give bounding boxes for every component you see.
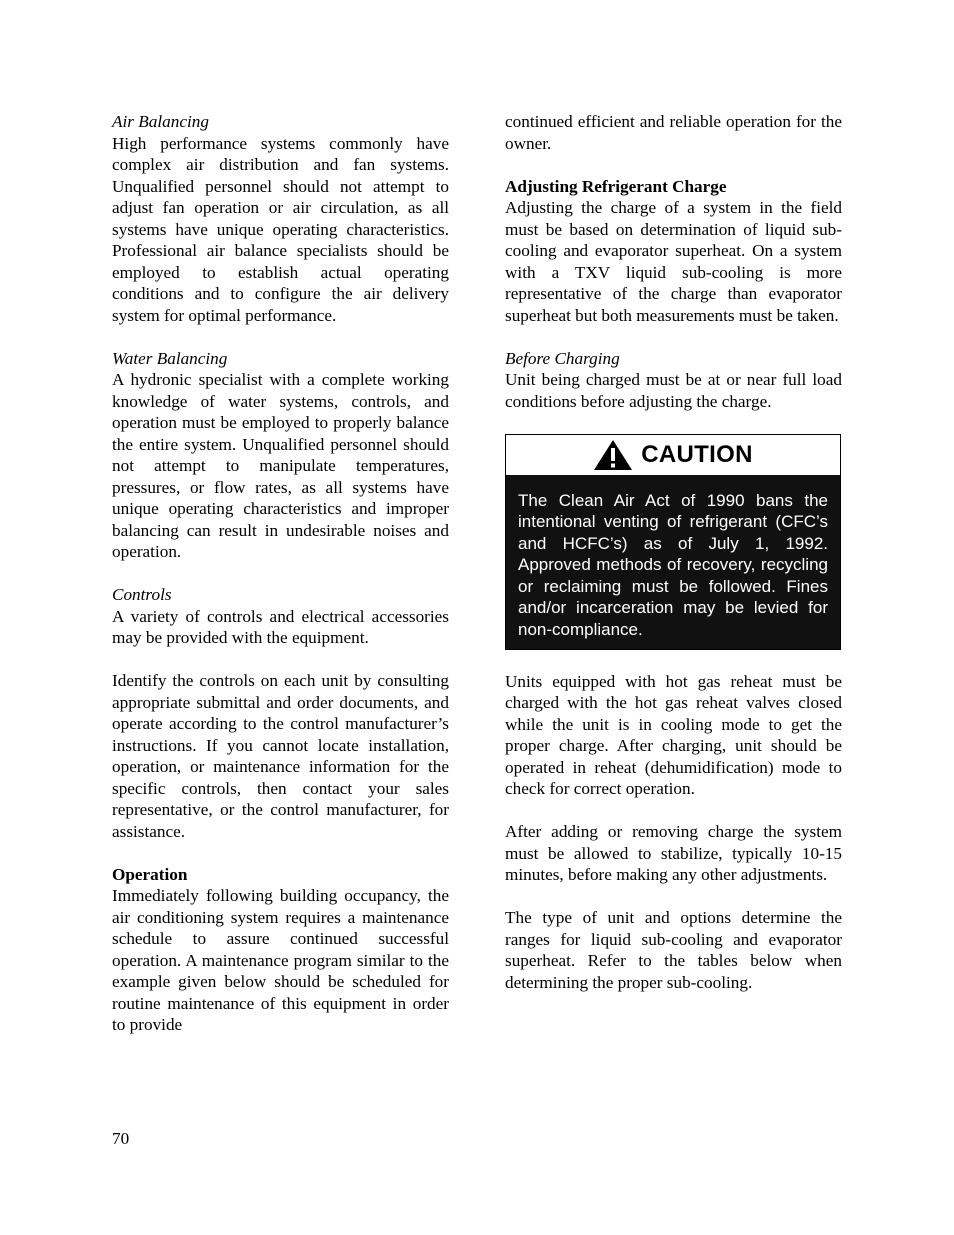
adjusting-charge-heading: Adjusting Refrigerant Charge: [505, 176, 727, 196]
caution-header: [506, 435, 840, 475]
water-balancing-section: [112, 348, 449, 563]
controls-heading: Controls: [112, 585, 172, 604]
stabilize-paragraph: After adding or removing charge the system must be allowed to stabilize, typically 10-15 minutes, before making any other adjustments.: [505, 822, 842, 885]
caution-title: CAUTION: [641, 440, 753, 468]
water-balancing-heading: Water Balancing: [112, 348, 228, 368]
controls-text-1: A variety of controls and electrical accessories may be provided with the equipment.: [112, 606, 449, 647]
page-number: 70: [112, 1129, 130, 1148]
controls-section: [112, 584, 449, 649]
continuation-text: continued efficient and reliable operation for the owner.: [505, 112, 842, 153]
warning-triangle-icon: [593, 439, 633, 471]
right-column: [505, 111, 842, 1015]
before-charging-section: [505, 348, 842, 413]
before-charging-text: Unit being charged must be at or near full load conditions before adjusting the charge.: [505, 370, 842, 411]
air-balancing-section: [112, 111, 449, 326]
operation-section: [112, 864, 449, 1036]
unit-type-paragraph: The type of unit and options determine the ranges for liquid sub-cooling and evaporator superheat. Refer to the tables below when determining the proper sub-cooling.: [505, 908, 842, 992]
caution-box: [505, 434, 841, 650]
caution-text: The Clean Air Act of 1990 bans the intentional venting of refrigerant (CFC’s and HCFC’s) as of July 1, 1992. Approved methods of recovery, recycling or reclaiming must be followed. Fines and/or incarceration may be levied for non-compliance.: [506, 475, 840, 649]
adjusting-charge-text: Adjusting the charge of a system in the field must be based on determination of liquid sub-cooling and evaporator superheat. On a system with a TXV liquid sub-cooling is more representative of the charge than evaporator superheat but both measurements must be taken.: [505, 198, 842, 325]
controls-text-2: Identify the controls on each unit by consulting appropriate submittal and order documents, and operate according to the control manufacturer’s instructions. If you cannot locate installation, operation, or maintenance information for the specific controls, then contact your sales representative, or the control manufacturer, for assistance.: [112, 671, 449, 841]
operation-text: Immediately following building occupancy, the air conditioning system requires a maintenance schedule to assure continued successful operation. A maintenance program similar to the example given below should be scheduled for routine maintenance of this equipment in order to provide: [112, 886, 449, 1034]
air-balancing-text: High performance systems commonly have complex air distribution and fan systems. Unqualified personnel should not attempt to adjust fan operation or air circulation, as all systems have unique operating characteristics. Professional air balance specialists should be employed to establish actual operating conditions and to configure the air delivery system for optimal performance.: [112, 133, 449, 325]
reheat-paragraph: Units equipped with hot gas reheat must be charged with the hot gas reheat valves closed while the unit is in cooling mode to get the proper charge. After charging, unit should be operated in reheat (dehumidification) mode to check for correct operation.: [505, 671, 842, 799]
adjusting-charge-section: [505, 176, 842, 327]
operation-heading: Operation: [112, 864, 188, 884]
air-balancing-heading: Air Balancing: [112, 112, 209, 131]
before-charging-heading: Before Charging: [505, 348, 620, 368]
water-balancing-text: A hydronic specialist with a complete working knowledge of water systems, controls, and operation must be employed to properly balance the entire system. Unqualified personnel should not attempt to manipulate temperatures, pressures, or flow rates, as all systems have unique operating characteristics and improper balancing can result in undesirable noises and operation.: [112, 370, 449, 561]
left-column: [112, 111, 449, 1057]
